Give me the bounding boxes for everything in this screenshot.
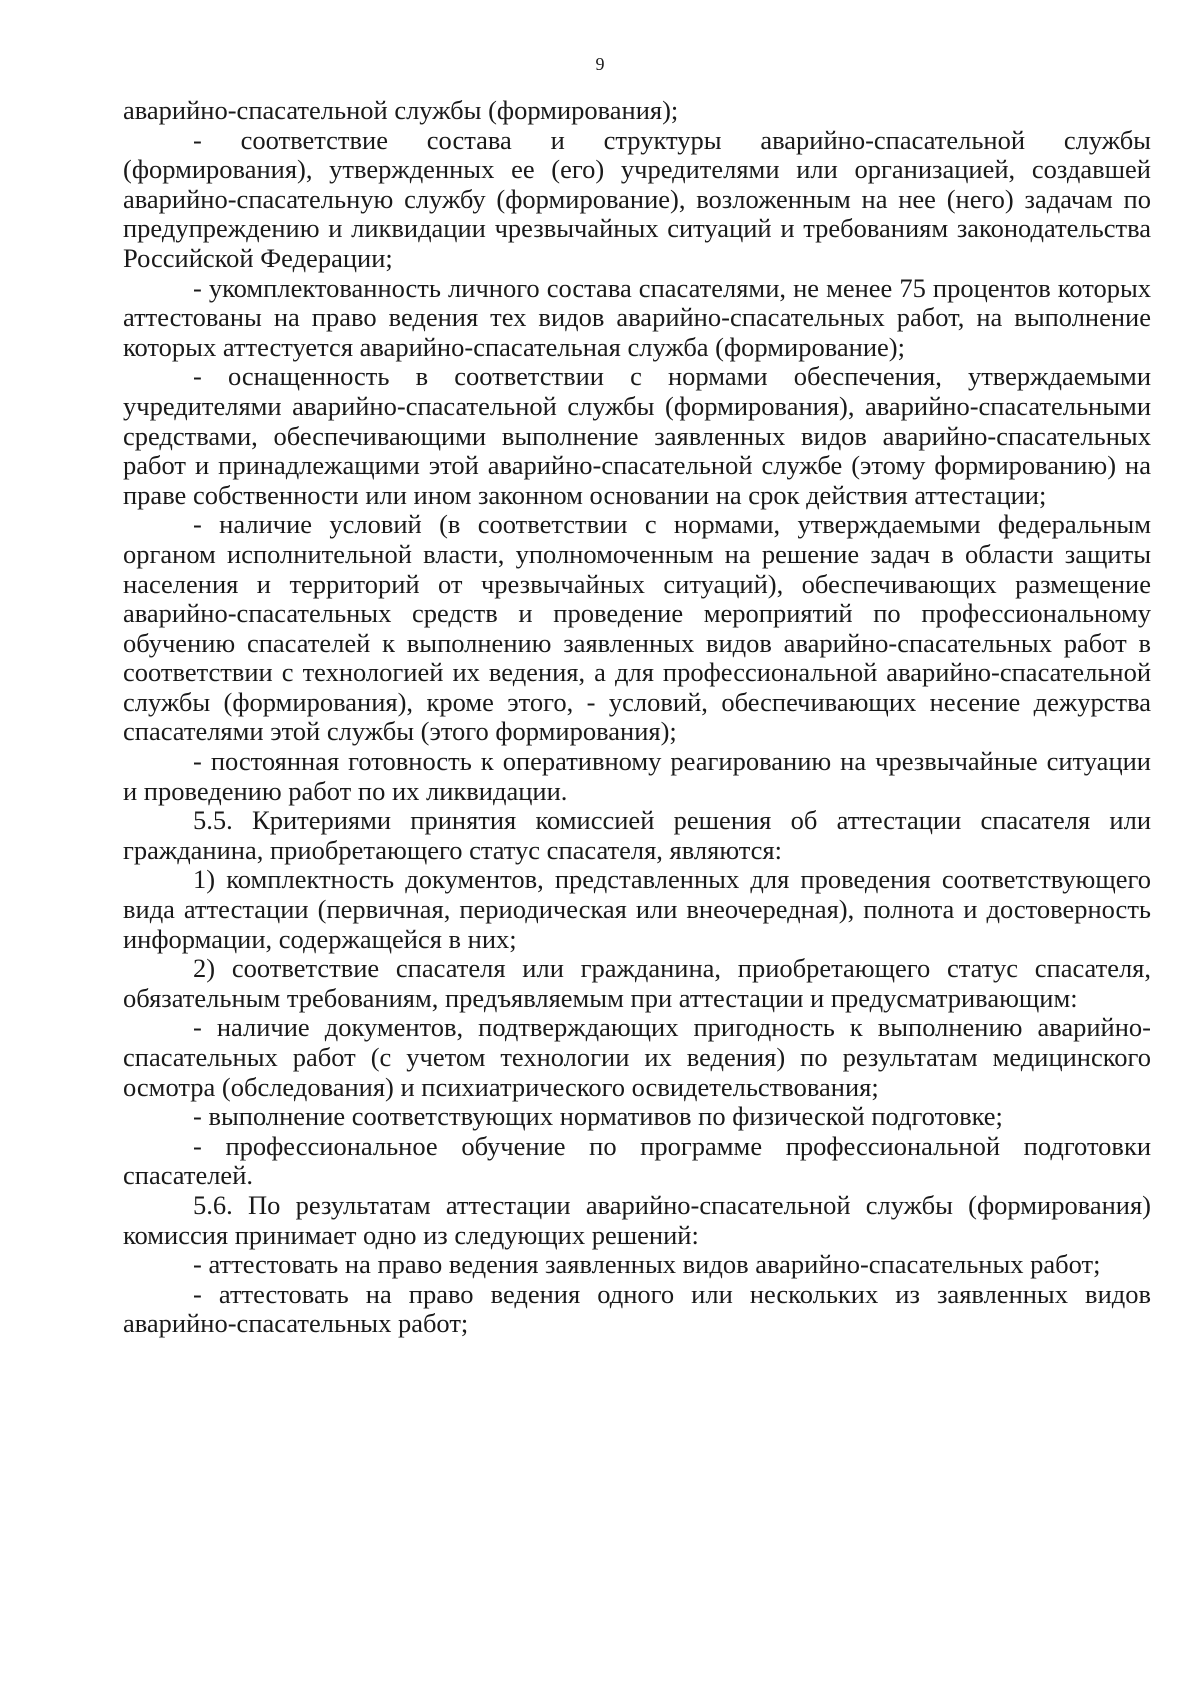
paragraph: - аттестовать на право ведения заявленных видов аварийно-спасательных работ; — [193, 1249, 1101, 1280]
paragraph: аварийно-спасательной службы (формирования); — [123, 95, 679, 125]
paragraph: 1) комплектность документов, представленных для проведения соответствующего вида аттестации (первичная, периодическая или внеочередная), полнота и достоверность информации, содержащейся в них; — [123, 864, 1151, 954]
body-text — [123, 96, 1151, 1339]
paragraph: - наличие условий (в соответствии с нормами, утверждаемыми федеральным органом исполнительной власти, уполномоченным на решение задач в области защиты населения и территорий от чрезвычайных ситуаций), обеспечивающих размещение аварийно-спасательных средств и проведение мероприятий по профессиональному обучению спасателей к выполнению заявленных видов аварийно-спасательных работ в соответствии с технологией их ведения, а для профессиональной аварийно-спасательной службы (формирования), кроме этого, - условий, обеспечивающих несение дежурства спасателями этой службы (этого формирования); — [123, 509, 1151, 747]
paragraph: - постоянная готовность к оперативному реагированию на чрезвычайные ситуации и проведению работ по их ликвидации. — [123, 746, 1151, 806]
paragraph: - выполнение соответствующих нормативов по физической подготовке; — [193, 1101, 1003, 1132]
paragraph: - профессиональное обучение по программе профессиональной подготовки спасателей. — [123, 1130, 1151, 1191]
page-number: 9 — [595, 54, 605, 74]
paragraph: - соответствие состава и структуры аварийно-спасательной службы (формирования), утвержденных ее (его) учредителями или организацией, создавшей аварийно-спасательную службу (формирование), возложенным на нее (него) задачам по предупреждению и ликвидации чрезвычайных ситуаций и требованиям законодательства Российской Федерации; — [123, 124, 1151, 273]
paragraph: 2) соответствие спасателя или гражданина, приобретающего статус спасателя, обязательным требованиям, предъявляемым при аттестации и предусматривающим: — [123, 953, 1151, 1013]
paragraph: 5.5. Критериями принятия комиссией решения об аттестации спасателя или гражданина, приобретающего статус спасателя, являются: — [123, 805, 1151, 865]
paragraph: - наличие документов, подтверждающих пригодность к выполнению аварийно-спасательных работ (с учетом технологии их ведения) по результатам медицинского осмотра (обследования) и психиатрического освидетельствования; — [123, 1012, 1151, 1102]
paragraph: - оснащенность в соответствии с нормами обеспечения, утверждаемыми учредителями аварийно-спасательной службы (формирования), аварийно-спасательными средствами, обеспечивающими выполнение заявленных видов аварийно-спасательных работ и принадлежащими этой аварийно-спасательной службе (этому формированию) на праве собственности или ином законном основании на срок действия аттестации; — [123, 361, 1151, 510]
paragraph: - аттестовать на право ведения одного или нескольких из заявленных видов аварийно-спасательных работ; — [123, 1278, 1151, 1339]
paragraph: 5.6. По результатам аттестации аварийно-спасательной службы (формирования) комиссия принимает одно из следующих решений: — [123, 1189, 1151, 1250]
paragraph: - укомплектованность личного состава спасателями, не менее 75 процентов которых аттестованы на право ведения тех видов аварийно-спасательных работ, на выполнение которых аттестуется аварийно-спасательная служба (формирование); — [123, 272, 1151, 362]
